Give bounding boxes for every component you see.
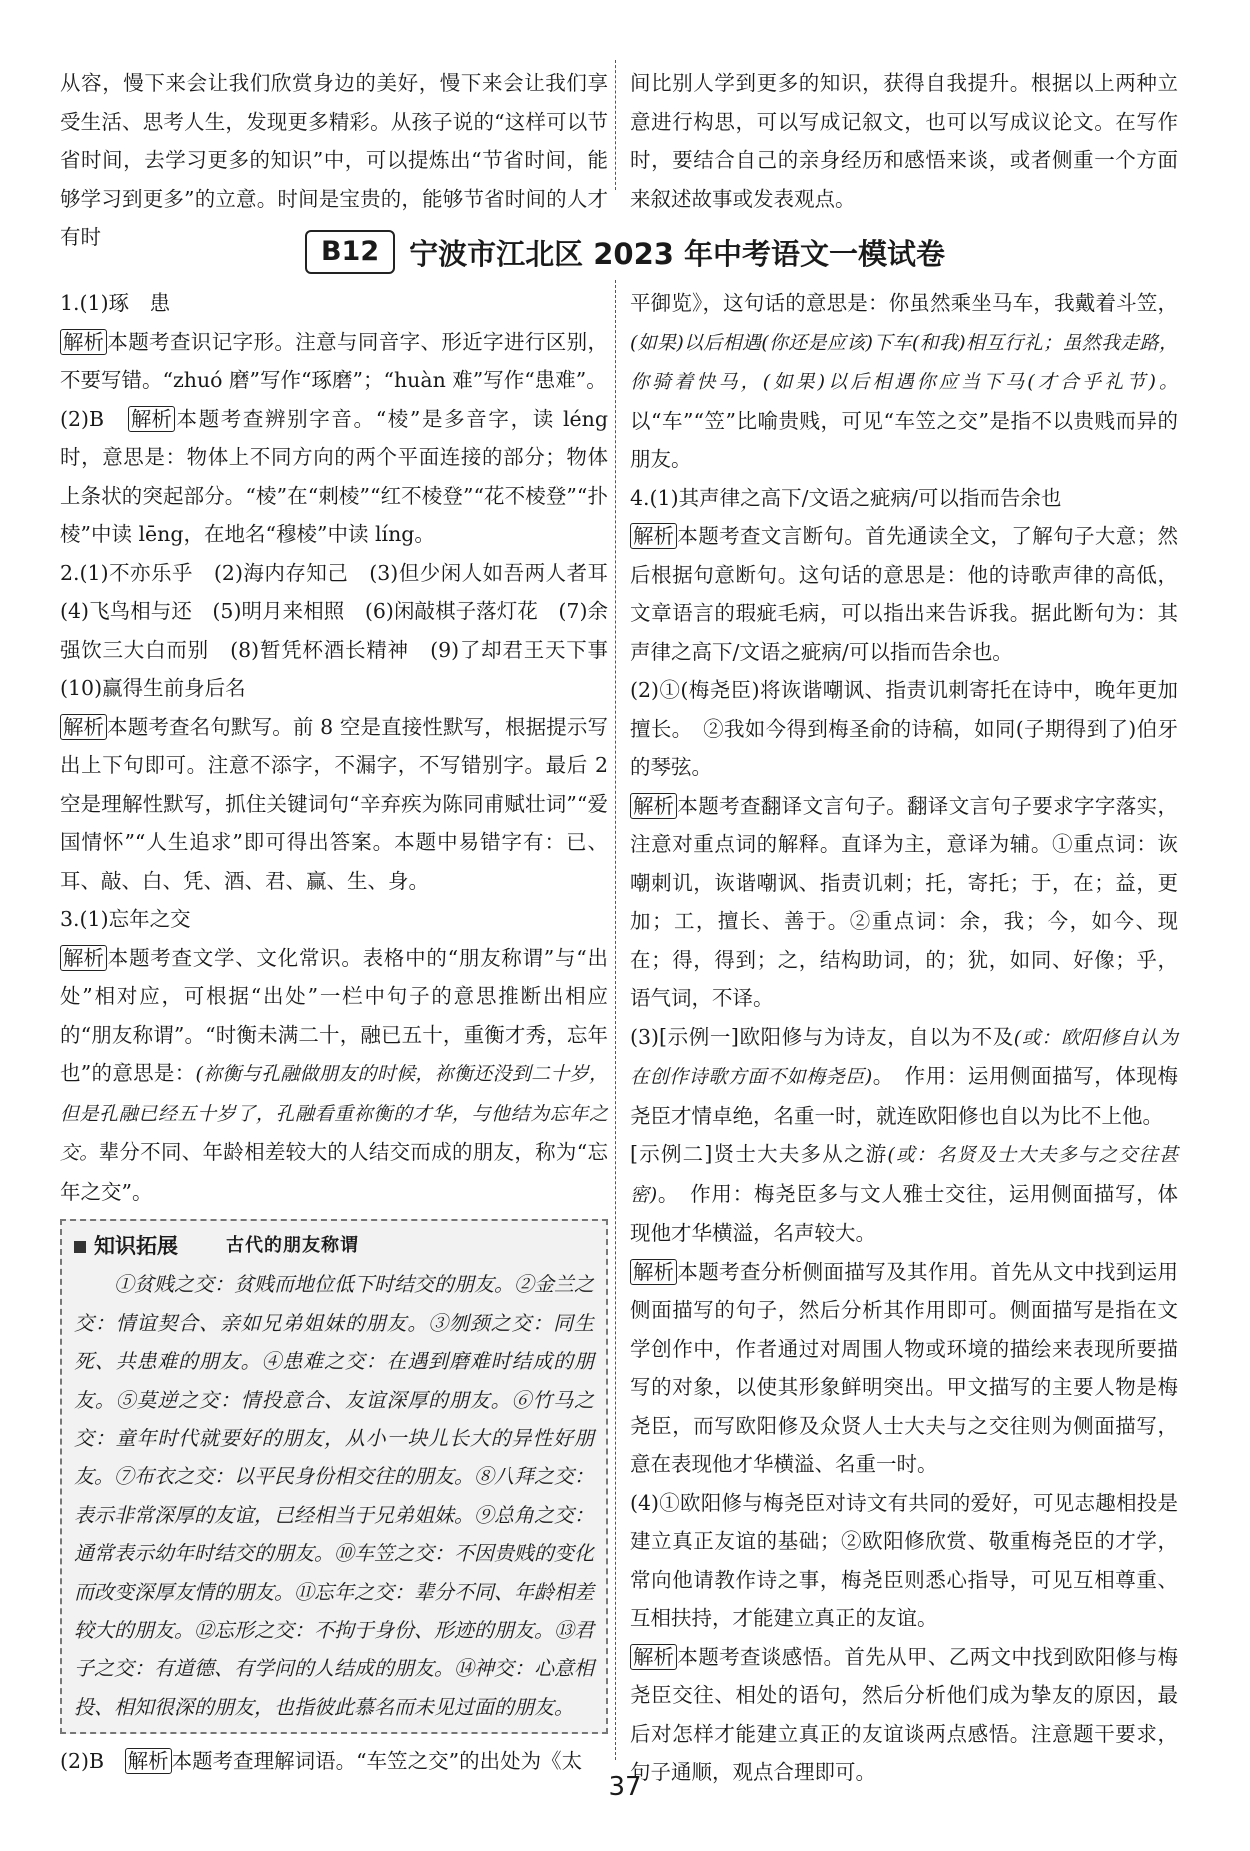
knowledge-box-title: 知识拓展	[74, 1227, 178, 1265]
analysis-tag: 解析	[60, 329, 107, 355]
q4-answer-1: 4.(1)其声律之高下/文语之疵病/可以指而告余也	[630, 485, 1062, 510]
left-column	[60, 284, 629, 1781]
q2-analysis: 解析 本题考查名句默写。前 8 空是直接性默写，根据提示写出上下句即可。注意不添字，不漏字，不写错别字。最后 2 空是理解性默写，抓住关键词句“辛弃疾为陈同甫赋壮词”“爱国情怀”“人生追求”即可得出答案。本题中易错字有：已、耳、敲、白、凭、酒、君、赢、生、身。	[60, 714, 608, 893]
knowledge-box-header	[74, 1227, 594, 1265]
exam-code-badge: B12	[305, 230, 395, 274]
page-number: 37	[608, 1772, 642, 1802]
q1-answer-2: (2)B 解析 本题考查辨别字音。“棱”是多音字，读 léng 时，意思是：物体上不同方向的两个平面连接的部分；物体上条状的突起部分。“棱”在“刺棱”“红不棱登”“花不棱登”“扑棱”中读 lēng，在地名“穆棱”中读 líng。	[60, 406, 608, 546]
right-column	[630, 284, 1178, 1792]
top-left-paragraph: 从容，慢下来会让我们欣赏身边的美好，慢下来会让我们享受生活、思考人生，发现更多精彩。从孩子说的“这样可以节省时间，去学习更多的知识”中，可以提炼出“节省时间，能够学习到更多”的立意。时间是宝贵的，能够节省时间的人才有时	[60, 71, 608, 249]
analysis-tag: 解析	[630, 793, 677, 819]
section-title	[0, 230, 1250, 274]
analysis-tag: 解析	[128, 406, 175, 432]
column-divider-top	[615, 60, 616, 190]
q4-answer-3b: [示例二]贤士大夫多从之游(或：名贤及士大夫多与之交往甚密)。 作用：梅尧臣多与文人雅士交往，运用侧面描写，体现他才华横溢，名声较大。	[630, 1142, 1178, 1245]
q1-analysis-1: 解析 本题考查识记字形。注意与同音字、形近字进行区别，不要写错。“zhuó 磨”写作“琢磨”；“huàn 难”写作“患难”。	[60, 329, 608, 392]
analysis-tag: 解析	[60, 945, 107, 971]
q4-analysis-2: 解析 本题考查翻译文言句子。翻译文言句子要求字字落实，注意对重点词的解释。直译为主，意译为辅。①重点词：诙嘲刺讥，诙谐嘲讽、指责讥刺；托，寄托；于，在；益，更加；工，擅长、善于。②重点词：余，我；今，如今、现在；得，得到；之，结构助词，的；犹，如同、好像；乎，语气词，不译。	[630, 793, 1178, 1010]
square-bullet-icon	[74, 1241, 86, 1253]
knowledge-box-body: ①贫贱之交：贫贱而地位低下时结交的朋友。②金兰之交：情谊契合、亲如兄弟姐妹的朋友。③刎颈之交：同生死、共患难的朋友。④患难之交：在遇到磨难时结成的朋友。⑤莫逆之交：情投意合、友谊深厚的朋友。⑥竹马之交：童年时代就要好的朋友，从小一块儿长大的异性好朋友。⑦布衣之交：以平民身份相交往的朋友。⑧八拜之交：表示非常深厚的友谊，已经相当于兄弟姐妹。⑨总角之交：通常表示幼年时结交的朋友。⑩车笠之交：不因贵贱的变化而改变深厚友情的朋友。⑪忘年之交：辈分不同、年龄相差较大的朋友。⑫忘形之交：不拘于身份、形迹的朋友。⑬君子之交：有道德、有学问的人结成的朋友。⑭神交：心意相投、相知很深的朋友，也指彼此慕名而未见过面的朋友。	[74, 1272, 594, 1719]
top-right-paragraph: 间比别人学到更多的知识，获得自我提升。根据以上两种立意进行构思，可以写成记叙文，也可以写成议论文。在写作时，要结合自己的亲身经历和感悟来谈，或者侧重一个方面来叙述故事或发表观点。	[630, 71, 1178, 211]
knowledge-box-subtitle: 古代的朋友称谓	[226, 1235, 359, 1256]
q4-analysis-3: 解析 本题考查分析侧面描写及其作用。首先从文中找到运用侧面描写的句子，然后分析其作用即可。侧面描写是指在文学创作中，作者通过对周围人物或环境的描绘来表现所要描写的对象，以使其形象鲜明突出。甲文描写的主要人物是梅尧臣，而写欧阳修及众贤人士大夫与之交往则为侧面描写，意在表现他才华横溢、名重一时。	[630, 1259, 1178, 1476]
q4-analysis-4: 解析 本题考查谈感悟。首先从甲、乙两文中找到欧阳修与梅尧臣交往、相处的语句，然后分析他们成为挚友的原因，最后对怎样才能建立真正的友谊谈两点感悟。注意题干要求，句子通顺，观点合理即可。	[630, 1644, 1178, 1784]
knowledge-extension-box	[60, 1219, 608, 1734]
q3-answer-1: 3.(1)忘年之交	[60, 907, 191, 931]
q1-answer-1: 1.(1)琢 患	[60, 291, 171, 315]
analysis-tag: 解析	[60, 714, 107, 740]
q4-analysis-1: 解析 本题考查文言断句。首先通读全文，了解句子大意；然后根据句意断句。这句话的意思是：他的诗歌声律的高低，文章语言的瑕疵毛病，可以指出来告诉我。据此断句为：其声律之高下/文语之疵病/可以指而告余也。	[630, 524, 1178, 664]
analysis-tag: 解析	[630, 1644, 677, 1670]
q4-answer-2: (2)①(梅尧臣)将诙谐嘲讽、指责讥刺寄托在诗中，晚年更加擅长。 ②我如今得到梅圣俞的诗稿，如同(子期得到了)伯牙的琴弦。	[630, 678, 1178, 779]
q4-answer-4: (4)①欧阳修与梅尧臣对诗文有共同的爱好，可见志趣相投是建立真正友谊的基础；②欧阳修欣赏、敬重梅尧臣的才学，常向他请教作诗之事，梅尧臣则悉心指导，可见互相尊重、互相扶持，才能建立真正的友谊。	[630, 1490, 1178, 1630]
analysis-tag: 解析	[630, 1259, 677, 1285]
analysis-tag: 解析	[125, 1748, 172, 1774]
q3-answer-2: (2)B 解析 本题考查理解词语。“车笠之交”的出处为《太	[60, 1749, 583, 1774]
column-divider-main	[615, 280, 616, 1760]
analysis-tag: 解析	[630, 523, 677, 549]
q2-answer: 2.(1)不亦乐乎 (2)海内存知己 (3)但少闲人如吾两人者耳 (4)飞鸟相与还 (5)明月来相照 (6)闲敲棋子落灯花 (7)余强饮三大白而别 (8)暂凭杯酒长精神 (9)了却君王天下事 (10)赢得生前身后名	[60, 560, 629, 700]
q4-answer-3a: (3)[示例一]欧阳修与为诗友，自以为不及(或：欧阳修自认为在创作诗歌方面不如梅尧臣)。 作用：运用侧面描写，体现梅尧臣才情卓绝，名重一时，就连欧阳修也自以为比不上他。	[630, 1024, 1178, 1128]
exam-title: 宁波市江北区 2023 年中考语文一模试卷	[409, 236, 946, 271]
q3-analysis-2-continued: 平御览》，这句话的意思是：你虽然乘坐马车，我戴着斗笠，(如果)以后相遇(你还是应该)下车(和我)相互行礼；虽然我走路，你骑着快马，(如果)以后相遇你应当下马(才合乎礼节)。以“车”“笠”比喻贵贱，可见“车笠之交”是指不以贵贱而异的朋友。	[630, 291, 1178, 471]
q3-analysis-1: 解析 本题考查文学、文化常识。表格中的“朋友称谓”与“出处”相对应，可根据“出处”一栏中句子的意思推断出相应的“朋友称谓”。“时衡未满二十，融已五十，重衡才秀，忘年也”的意思是：(祢衡与孔融做朋友的时候，祢衡还没到二十岁，但是孔融已经五十岁了，孔融看重祢衡的才华，与他结为忘年之交。辈分不同、年龄相差较大的人结交而成的朋友，称为“忘年之交”。	[60, 945, 608, 1204]
